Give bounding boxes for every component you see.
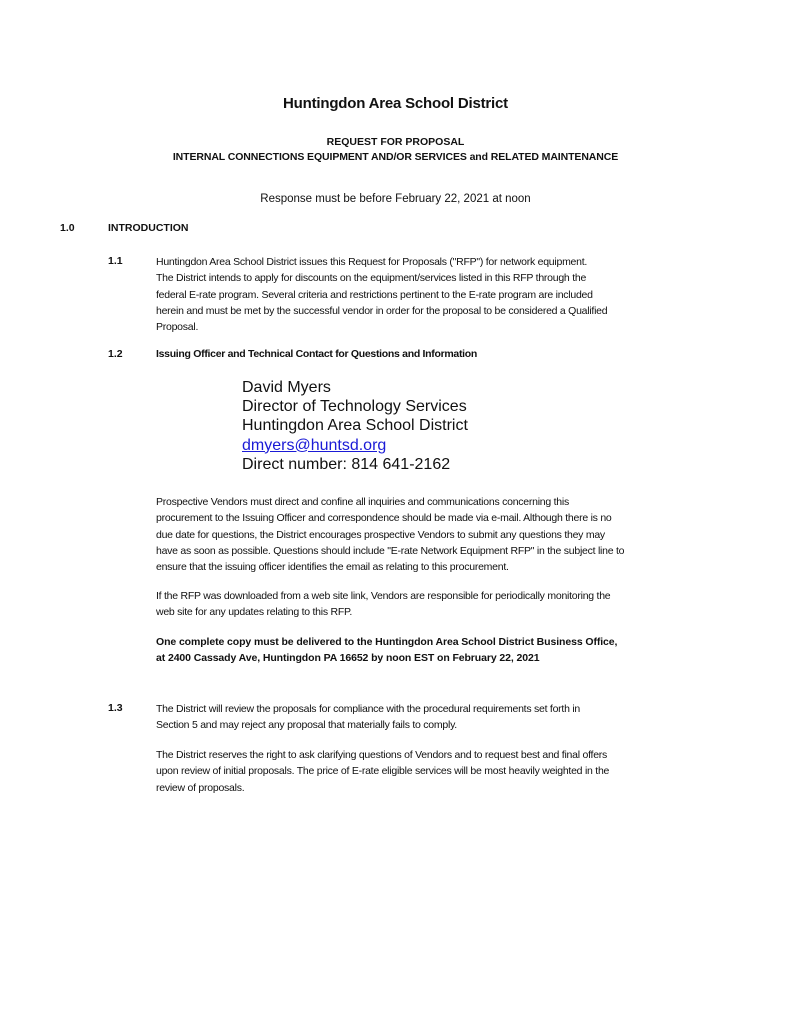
text-line: Section 5 and may reject any proposal that materially fails to comply. [156,719,457,732]
text-line: The District intends to apply for discounts on the equipment/services listed in this RFP through the [156,272,587,285]
contact-role: Director of Technology Services [242,398,467,416]
contact-block [242,378,468,474]
section-number-1-3: 1.3 [108,702,123,714]
text-line: Prospective Vendors must direct and confine all inquiries and communications concerning this [156,496,569,508]
text-line: review of proposals. [156,781,245,794]
text-line: ensure that the issuing officer identifies the email as relating to this procurement. [156,561,509,574]
review-paragraph [156,701,580,734]
section-1-1-paragraph [156,254,607,335]
section-heading-issuing-officer: Issuing Officer and Technical Contact for Questions and Information [156,348,477,360]
website-paragraph [156,588,610,621]
text-line: The District will review the proposals for compliance with the procedural requirements set forth in [156,703,581,715]
text-line: due date for questions, the District encourages prospective Vendors to submit any questions they may [156,528,605,541]
contact-organization: Huntingdon Area School District [242,417,468,435]
text-line: Huntingdon Area School District issues this Request for Proposals ("RFP") for network equipment. [156,256,588,268]
text-line: web site for any updates relating to this RFP. [156,606,353,619]
section-number-1-0: 1.0 [60,222,75,234]
text-line: at 2400 Cassady Ave, Huntingdon PA 16652 by noon EST on February 22, 2021 [156,652,540,665]
text-line: If the RFP was downloaded from a web site link, Vendors are responsible for periodically monitoring the [156,590,611,602]
reserve-paragraph [156,747,609,796]
response-deadline: Response must be before February 22, 2021 at noon [260,193,531,205]
text-line: procurement to the Issuing Officer and correspondence should be made via e-mail. Although there is no [156,512,612,525]
document-title: Huntingdon Area School District [283,95,508,112]
contact-phone: Direct number: 814 641-2162 [242,455,451,473]
text-line: The District reserves the right to ask clarifying questions of Vendors and to request best and final offers [156,749,608,761]
contact-name: David Myers [242,379,331,396]
section-heading-introduction: INTRODUCTION [108,222,189,234]
inquiries-paragraph [156,494,624,575]
delivery-paragraph [156,634,617,667]
text-line: One complete copy must be delivered to the Huntingdon Area School District Business Office, [156,636,618,648]
section-number-1-2: 1.2 [108,348,123,360]
text-line: Proposal. [156,321,199,334]
text-line: herein and must be met by the successful vendor in order for the proposal to be considered a Qualified [156,304,608,317]
text-line: federal E-rate program. Several criteria and restrictions pertinent to the E-rate program are included [156,288,593,301]
contact-email-link[interactable]: dmyers@huntsd.org [242,436,387,454]
text-line: upon review of initial proposals. The price of E-rate eligible services will be most heavily weighted in the [156,765,610,778]
text-line: have as soon as possible. Questions should include "E-rate Network Equipment RFP" in the subject line to [156,544,625,557]
section-number-1-1: 1.1 [108,255,123,267]
document-subtitle-scope: INTERNAL CONNECTIONS EQUIPMENT AND/OR SERVICES and RELATED MAINTENANCE [172,151,619,163]
document-subtitle-rfp: REQUEST FOR PROPOSAL [326,136,465,148]
